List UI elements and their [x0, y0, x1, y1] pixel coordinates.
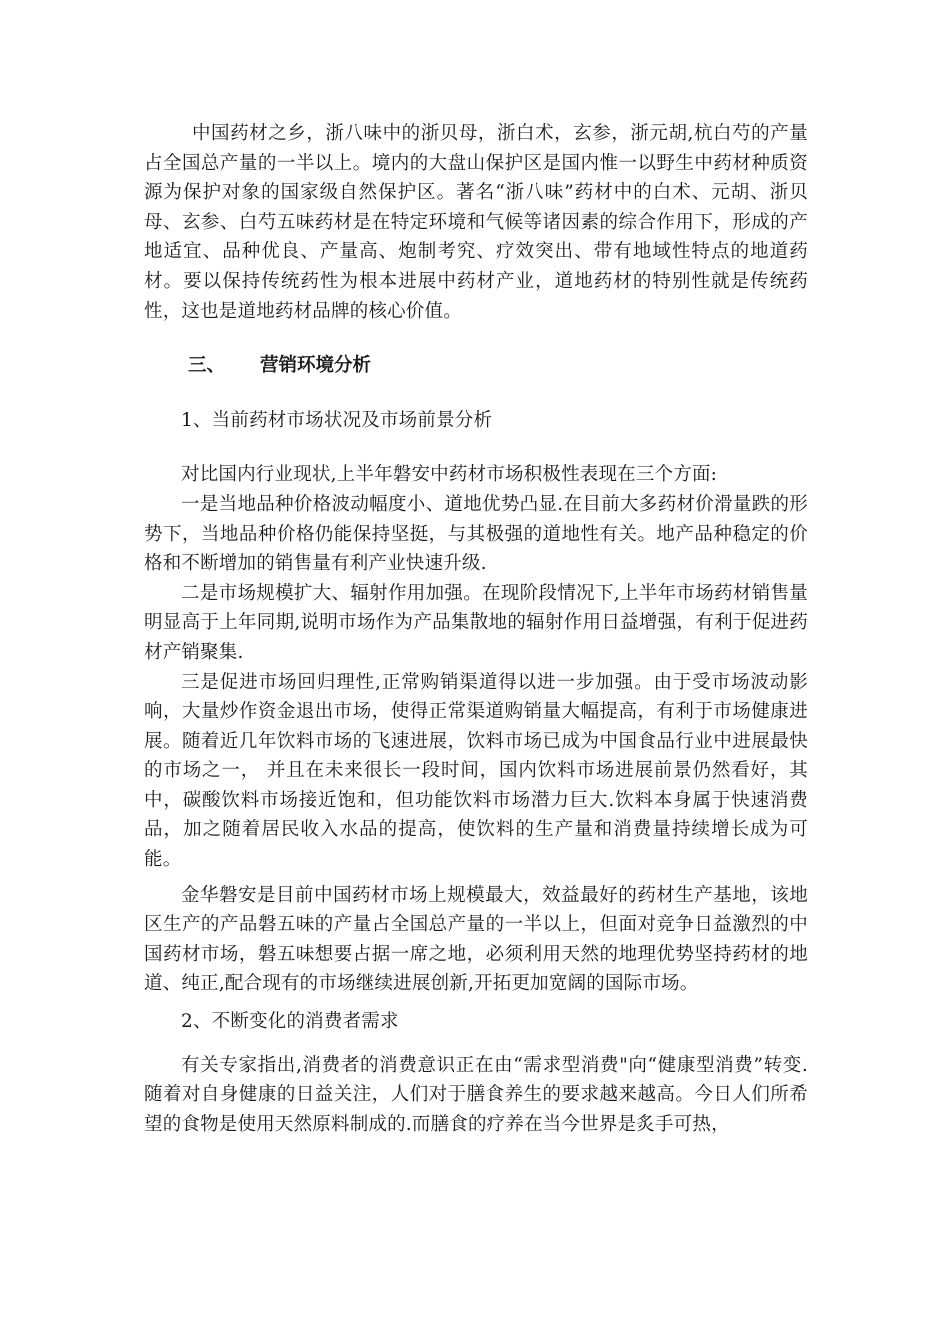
- section-title: 营销环境分析: [260, 355, 372, 377]
- section-number: 三、: [188, 355, 226, 377]
- intro-paragraph: 中国药材之乡，浙八味中的浙贝母，浙白术，玄参，浙元胡,杭白芍的产量占全国总产量的一半以上。境内的大盘山保护区是国内惟一以野生中药材种质资源为保护对象的国家级自然保护区。著名“浙八味”药材中的白术、元胡、浙贝母、玄参、白芍五味药材是在特定环境和气候等诸因素的综合作用下，形成的产地适宜、品种优良、产量高、炮制考究、疗效突出、带有地域性特点的地道药材。要以保持传统药性为根本进展中药材产业，道地药材的特别性就是传统药性，这也是道地药材品牌的核心价值。: [144, 123, 808, 322]
- section-heading: [144, 351, 808, 381]
- paragraph-jinhua-panan: 金华磐安是目前中国药材市场上规模最大，效益最好的药材生产基地，该地区生产的产品磐五味的产量占全国总产量的一半以上，但面对竞争日益激烈的中国药材市场，磐五味想要占据一席之地，必须利用天然的地理优势坚持药材的地道、纯正,配合现有的市场继续进展创新,开拓更加宽阔的国际市场。: [144, 884, 808, 995]
- document-body: [144, 119, 808, 1139]
- paragraph-expert-view: 有关专家指出,消费者的消费意识正在由“需求型消费"向“健康型消费”转变.随着对自身健康的日益关注，人们对于膳食养生的要求越来越高。今日人们所希望的食物是使用天然原料制成的.而膳食的疗养在当今世界是炙手可热，: [144, 1054, 808, 1135]
- paragraph-comparison: 对比国内行业现状,上半年磐安中药材市场积极性表现在三个方面:: [181, 464, 718, 486]
- paragraph-point-one: 一是当地品种价格波动幅度小、道地优势凸显.在目前大多药材价滑量跌的形势下，当地品种价格仍能保持坚挺，与其极强的道地性有关。地产品种稳定的价格和不断增加的销售量有利产业快速升级.: [144, 493, 808, 575]
- subheading-consumer-demand: 2、不断变化的消费者需求: [181, 1011, 399, 1033]
- paragraph-point-two: 二是市场规模扩大、辐射作用加强。在现阶段情况下,上半年市场药材销售量明显高于上年同期,说明市场作为产品集散地的辐射作用日益增强，有利于促进药材产销聚集.: [144, 582, 808, 663]
- subheading-market-status: 1、当前药材市场状况及市场前景分析: [181, 409, 493, 431]
- paragraph-point-three: 三是促进市场回归理性,正常购销渠道得以进一步加强。由于受市场波动影响，大量炒作资金退出市场，使得正常渠道购销量大幅提高，有利于市场健康进展。随着近几年饮料市场的飞速进展，饮料市场已成为中国食品行业中进展最快的市场之一， 并且在未来很长一段时间，国内饮料市场进展前景仍然看好，其中，碳酸饮料市场接近饱和，但功能饮料市场潜力巨大.饮料本身属于快速消费品，加之随着居民收入水品的提高，使饮料的生产量和消费量持续增长成为可能。: [144, 671, 808, 871]
